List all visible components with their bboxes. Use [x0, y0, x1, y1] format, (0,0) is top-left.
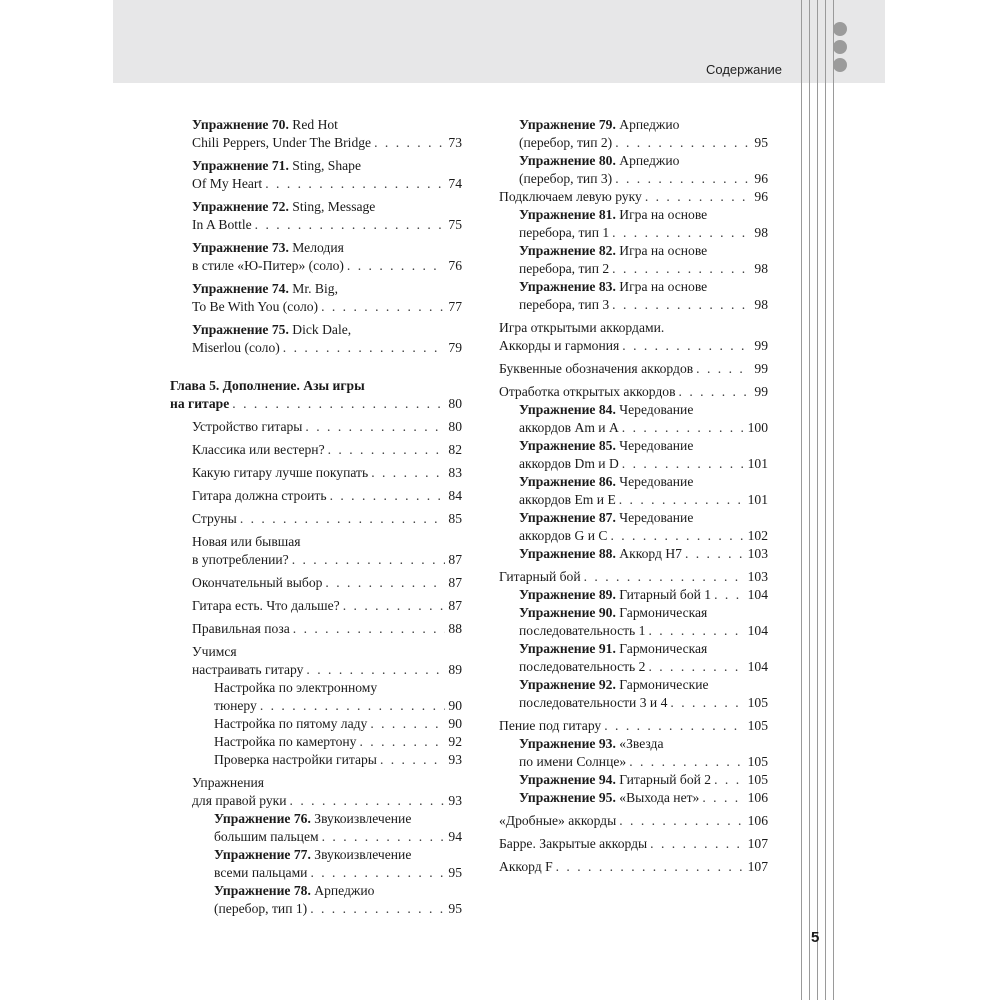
toc-entry-label-bold: Упражнение 95.	[519, 790, 616, 805]
toc-entry-text: Правильная поза	[192, 621, 290, 636]
toc-entry[interactable]	[170, 620, 462, 638]
dot-leader	[380, 751, 445, 769]
toc-page-number: 74	[448, 176, 462, 191]
toc-entry[interactable]	[499, 735, 768, 771]
toc-entry[interactable]	[170, 377, 462, 413]
toc-entry-text: Отработка открытых аккордов	[499, 384, 676, 399]
toc-entry[interactable]	[499, 473, 768, 509]
toc-page-number: 99	[754, 361, 768, 376]
dot-leader	[556, 858, 745, 876]
toc-entry-label-bold: Упражнение 85.	[519, 438, 616, 453]
toc-entry-text: Игра на основе	[615, 279, 708, 294]
toc-entry-text: в стиле «Ю-Питер» (соло)	[192, 258, 344, 273]
toc-left-column	[170, 116, 462, 918]
toc-entry-text: перебора, тип 1	[519, 225, 610, 240]
toc-entry-label-bold: Упражнение 89.	[519, 587, 616, 602]
toc-entry-label-bold: Упражнение 77.	[214, 847, 311, 862]
toc-entry[interactable]	[170, 643, 462, 679]
toc-entry-text: Упражнения	[192, 775, 265, 790]
decorative-vertical-lines	[801, 0, 835, 1000]
dot-leader	[702, 789, 744, 807]
toc-entry-label-bold: Упражнение 86.	[519, 474, 616, 489]
toc-entry-text: перебора, тип 3	[519, 297, 610, 312]
toc-page-number: 103	[747, 546, 768, 561]
toc-entry-label-bold: Упражнение 83.	[519, 279, 616, 294]
toc-entry[interactable]	[170, 441, 462, 459]
toc-entry-text: последовательность 1	[519, 623, 646, 638]
toc-entry-text: Miserlou (соло)	[192, 340, 280, 355]
toc-entry[interactable]	[170, 116, 462, 152]
toc-entry-text: Гармоническая	[615, 641, 708, 656]
toc-entry[interactable]	[499, 676, 768, 712]
dot-leader	[645, 188, 752, 206]
toc-entry-text: Арпеджио	[310, 883, 375, 898]
toc-entry-text: последовательности 3 и 4	[519, 695, 668, 710]
toc-entry[interactable]	[170, 464, 462, 482]
toc-entry[interactable]	[170, 487, 462, 505]
toc-entry-text: Chili Peppers, Under The Bridge	[192, 135, 372, 150]
toc-page-number: 102	[747, 528, 768, 543]
toc-entry-text: «Дробные» аккорды	[499, 813, 617, 828]
toc-entry-text: тюнеру	[214, 698, 257, 713]
toc-entry[interactable]	[499, 835, 768, 853]
toc-entry[interactable]	[499, 545, 768, 563]
dot-leader	[670, 694, 744, 712]
toc-entry-text: Sting, Message	[288, 199, 376, 214]
toc-page-number: 105	[747, 718, 768, 733]
toc-entry[interactable]	[499, 604, 768, 640]
toc-entry-text: Аккорды и гармония	[499, 338, 620, 353]
toc-page-number: 85	[448, 511, 462, 526]
dot-leader	[615, 134, 751, 152]
dot-leader	[265, 175, 445, 193]
dot-leader	[371, 464, 445, 482]
dot-leader	[374, 134, 445, 152]
toc-page-number: 107	[747, 836, 768, 851]
toc-entry-text: Барре. Закрытые аккорды	[499, 836, 648, 851]
dot-leader	[584, 568, 745, 586]
dot-leader	[359, 733, 445, 751]
toc-entry[interactable]	[499, 437, 768, 473]
toc-entry[interactable]	[499, 586, 768, 604]
toc-entry-text: по имени Солнце»	[519, 754, 627, 769]
toc-entry-label-bold: Упражнение 87.	[519, 510, 616, 525]
dot-leader	[615, 170, 751, 188]
dot-leader	[622, 419, 745, 437]
toc-entry-label-bold: Упражнение 91.	[519, 641, 616, 656]
dot-leader	[310, 864, 445, 882]
toc-entry[interactable]	[170, 510, 462, 528]
dot-leader	[714, 586, 745, 604]
toc-entry-text: Арпеджио	[615, 117, 680, 132]
toc-page-number: 87	[448, 552, 462, 567]
toc-page-number: 73	[448, 135, 462, 150]
dot-leader	[619, 491, 745, 509]
toc-entry-label-bold: Упражнение 93.	[519, 736, 616, 751]
toc-entry[interactable]	[170, 774, 462, 810]
dot-leader	[679, 383, 752, 401]
toc-entry-text: Гитарный бой	[499, 569, 581, 584]
toc-entry-text: Гитарный бой 1	[615, 587, 712, 602]
toc-page-number: 82	[448, 442, 462, 457]
toc-entry[interactable]	[499, 717, 768, 735]
toc-entry-text: Проверка настройки гитары	[214, 752, 377, 767]
toc-entry-text: «Звезда	[615, 736, 664, 751]
toc-entry[interactable]	[170, 239, 462, 275]
toc-entry-text: Струны	[192, 511, 237, 526]
dot-leader	[292, 551, 446, 569]
dot-leader	[240, 510, 446, 528]
toc-entry-text: Настройка по электронному	[214, 680, 378, 695]
toc-page-number: 87	[448, 598, 462, 613]
dot-icon	[833, 22, 847, 36]
toc-page-number: 79	[448, 340, 462, 355]
toc-entry-label-bold: Упражнение 82.	[519, 243, 616, 258]
dot-leader	[293, 620, 446, 638]
toc-entry[interactable]	[499, 383, 768, 401]
dot-leader	[310, 900, 445, 918]
toc-entry-text: Устройство гитары	[192, 419, 303, 434]
vertical-rule	[825, 0, 826, 1000]
toc-entry-text: «Выхода нет»	[615, 790, 700, 805]
toc-right-column	[499, 116, 768, 876]
toc-page-number: 103	[747, 569, 768, 584]
toc-entry-text: Какую гитару лучше покупать	[192, 465, 369, 480]
toc-entry[interactable]	[499, 242, 768, 278]
dot-leader	[622, 337, 751, 355]
toc-entry-text: (перебор, тип 2)	[519, 135, 613, 150]
toc-entry[interactable]	[499, 206, 768, 242]
toc-page-number: 84	[448, 488, 462, 503]
toc-entry-label-bold: Упражнение 76.	[214, 811, 311, 826]
dot-leader	[714, 771, 745, 789]
toc-entry-label-bold: Упражнение 75.	[192, 322, 289, 337]
dot-leader	[622, 455, 745, 473]
toc-entry-text: Аккорд F	[499, 859, 553, 874]
toc-entry-text: Гитара должна строить	[192, 488, 327, 503]
toc-entry[interactable]	[170, 733, 462, 751]
dot-leader	[370, 715, 445, 733]
dot-leader	[650, 835, 744, 853]
toc-entry-label-bold: Упражнение 90.	[519, 605, 616, 620]
toc-entry-text: Настройка по камертону	[214, 734, 357, 749]
dot-leader	[232, 395, 445, 413]
dot-leader	[612, 224, 751, 242]
dot-leader	[648, 622, 744, 640]
dot-leader	[321, 298, 445, 316]
toc-page-number: 88	[448, 621, 462, 636]
vertical-rule	[809, 0, 810, 1000]
toc-page-number: 96	[754, 171, 768, 186]
toc-entry-text: Новая или бывшая	[192, 534, 301, 549]
toc-entry-text: Аккорд H7	[615, 546, 682, 561]
toc-entry-text: Игра открытыми аккордами.	[499, 320, 665, 335]
toc-page-number: 96	[754, 189, 768, 204]
toc-entry-text: Чередование	[615, 510, 694, 525]
toc-entry-text: Учимся	[192, 644, 237, 659]
toc-entry[interactable]	[170, 751, 462, 769]
toc-entry-text: (перебор, тип 3)	[519, 171, 613, 186]
toc-page-number: 93	[448, 793, 462, 808]
toc-page-number: 107	[747, 859, 768, 874]
toc-entry-text: перебора, тип 2	[519, 261, 610, 276]
dot-leader	[283, 339, 446, 357]
decorative-dots	[833, 22, 847, 76]
toc-entry[interactable]	[170, 418, 462, 436]
toc-page-number: 104	[747, 623, 768, 638]
toc-entry-text: Mr. Big,	[288, 281, 338, 296]
toc-entry-text: Арпеджио	[615, 153, 680, 168]
toc-entry-text: Гармоническая	[615, 605, 708, 620]
toc-page-number: 106	[747, 813, 768, 828]
toc-entry-text: Dick Dale,	[288, 322, 352, 337]
toc-entry-label-bold: Упражнение 81.	[519, 207, 616, 222]
toc-entry-label-bold: Упражнение 70.	[192, 117, 289, 132]
dot-leader	[612, 260, 751, 278]
toc-page-number: 76	[448, 258, 462, 273]
toc-page-number: 98	[754, 261, 768, 276]
toc-entry-label-bold: Упражнение 80.	[519, 153, 616, 168]
toc-entry[interactable]	[170, 574, 462, 592]
toc-entry-text: Чередование	[615, 474, 694, 489]
toc-entry-text: на гитаре	[170, 396, 230, 411]
dot-leader	[604, 717, 744, 735]
toc-page-number: 90	[448, 716, 462, 731]
toc-entry-label-bold: Упражнение 74.	[192, 281, 289, 296]
toc-entry[interactable]	[170, 280, 462, 316]
toc-page-number: 105	[747, 695, 768, 710]
toc-entry-text: Гармонические	[615, 677, 709, 692]
dot-leader	[685, 545, 745, 563]
dot-leader	[255, 216, 446, 234]
toc-entry-text: в употреблении?	[192, 552, 289, 567]
toc-entry-text: Sting, Shape	[288, 158, 361, 173]
toc-entry-text: Игра на основе	[615, 243, 708, 258]
toc-page-number: 106	[747, 790, 768, 805]
toc-entry-text: Звукоизвлечение	[310, 811, 412, 826]
toc-entry-text: аккордов Em и E	[519, 492, 616, 507]
toc-entry-label-bold: Упражнение 71.	[192, 158, 289, 173]
toc-entry-label-bold: Упражнение 94.	[519, 772, 616, 787]
toc-entry-label-bold: Упражнение 84.	[519, 402, 616, 417]
toc-page-number: 95	[448, 865, 462, 880]
toc-page-number: 99	[754, 384, 768, 399]
toc-entry[interactable]	[499, 568, 768, 586]
toc-page-number: 99	[754, 338, 768, 353]
toc-page-number: 87	[448, 575, 462, 590]
toc-page-number: 105	[747, 772, 768, 787]
toc-entry-text: Игра на основе	[615, 207, 708, 222]
toc-entry-text: настраивать гитару	[192, 662, 304, 677]
toc-entry[interactable]	[170, 597, 462, 615]
dot-icon	[833, 40, 847, 54]
toc-entry[interactable]	[170, 846, 462, 882]
toc-entry-text: Звукоизвлечение	[310, 847, 412, 862]
toc-entry-label-bold: Упражнение 78.	[214, 883, 311, 898]
toc-entry-label-bold: Упражнение 73.	[192, 240, 289, 255]
dot-leader	[610, 527, 744, 545]
toc-entry-text: Чередование	[615, 402, 694, 417]
dot-leader	[290, 792, 446, 810]
toc-entry[interactable]	[170, 321, 462, 357]
dot-icon	[833, 58, 847, 72]
dot-leader	[629, 753, 744, 771]
toc-page-number: 94	[448, 829, 462, 844]
toc-page-number: 98	[754, 297, 768, 312]
toc-page-number: 90	[448, 698, 462, 713]
dot-leader	[343, 597, 446, 615]
toc-entry-text: аккордов Am и A	[519, 420, 619, 435]
toc-entry[interactable]	[499, 789, 768, 807]
dot-leader	[696, 360, 751, 378]
toc-entry[interactable]	[499, 401, 768, 437]
toc-entry-text: Гитара есть. Что дальше?	[192, 598, 340, 613]
toc-entry[interactable]	[170, 882, 462, 918]
toc-entry-label-bold: Упражнение 92.	[519, 677, 616, 692]
toc-entry-text: In A Bottle	[192, 217, 252, 232]
toc-entry[interactable]	[170, 715, 462, 733]
toc-page-number: 83	[448, 465, 462, 480]
toc-entry-text: Буквенные обозначения аккордов	[499, 361, 694, 376]
toc-entry[interactable]	[499, 858, 768, 876]
toc-entry-label-bold: Упражнение 72.	[192, 199, 289, 214]
toc-entry[interactable]	[499, 278, 768, 314]
toc-entry-label-bold: Глава 5. Дополнение. Азы игры	[170, 378, 365, 393]
toc-entry[interactable]	[170, 157, 462, 193]
toc-entry[interactable]	[499, 640, 768, 676]
toc-entry-text: большим пальцем	[214, 829, 319, 844]
toc-page-number: 80	[448, 419, 462, 434]
toc-entry-text: последовательность 2	[519, 659, 646, 674]
toc-entry[interactable]	[170, 679, 462, 715]
toc-entry[interactable]	[170, 810, 462, 846]
toc-entry-text: Мелодия	[288, 240, 344, 255]
toc-entry-text: Red Hot	[288, 117, 338, 132]
dot-leader	[305, 418, 445, 436]
vertical-rule	[817, 0, 818, 1000]
dot-leader	[260, 697, 446, 715]
toc-entry-text: аккордов G и C	[519, 528, 608, 543]
toc-page-number: 95	[448, 901, 462, 916]
toc-entry[interactable]	[499, 188, 768, 206]
toc-entry-label-bold: Упражнение 88.	[519, 546, 616, 561]
toc-entry-text: Классика или вестерн?	[192, 442, 325, 457]
toc-page-number: 105	[747, 754, 768, 769]
toc-entry-text: Окончательный выбор	[192, 575, 323, 590]
dot-leader	[619, 812, 744, 830]
toc-entry[interactable]	[499, 812, 768, 830]
toc-entry-text: (перебор, тип 1)	[214, 901, 308, 916]
toc-entry[interactable]	[170, 533, 462, 569]
toc-page-number: 100	[747, 420, 768, 435]
page-number: 5	[811, 929, 820, 946]
toc-entry[interactable]	[170, 198, 462, 234]
toc-entry[interactable]	[499, 771, 768, 789]
toc-page-number: 89	[448, 662, 462, 677]
dot-leader	[325, 574, 445, 592]
toc-page-number: 92	[448, 734, 462, 749]
toc-entry[interactable]	[499, 509, 768, 545]
dot-leader	[612, 296, 751, 314]
toc-entry-text: для правой руки	[192, 793, 287, 808]
toc-entry[interactable]	[499, 360, 768, 378]
dot-leader	[330, 487, 446, 505]
toc-page-number: 104	[747, 659, 768, 674]
toc-page-number: 98	[754, 225, 768, 240]
toc-page-number: 80	[448, 396, 462, 411]
vertical-rule	[833, 0, 834, 1000]
dot-leader	[306, 661, 445, 679]
toc-page-number: 77	[448, 299, 462, 314]
dot-leader	[322, 828, 446, 846]
toc-entry-text: Пение под гитару	[499, 718, 602, 733]
vertical-rule	[801, 0, 802, 1000]
dot-leader	[328, 441, 446, 459]
toc-entry-text: всеми пальцами	[214, 865, 308, 880]
toc-entry[interactable]	[499, 319, 768, 355]
dot-leader	[347, 257, 445, 275]
toc-page-number: 104	[747, 587, 768, 602]
toc-page-number: 75	[448, 217, 462, 232]
toc-entry-text: Настройка по пятому ладу	[214, 716, 368, 731]
toc-entry-text: To Be With You (соло)	[192, 299, 319, 314]
section-title: Содержание	[706, 62, 782, 77]
toc-entry-text: Гитарный бой 2	[615, 772, 712, 787]
toc-entry-text: Of My Heart	[192, 176, 263, 191]
toc-page-number: 101	[747, 492, 768, 507]
toc-entry-text: Подключаем левую руку	[499, 189, 642, 204]
toc-entry-label-bold: Упражнение 79.	[519, 117, 616, 132]
toc-entry-text: аккордов Dm и D	[519, 456, 619, 471]
toc-page-number: 93	[448, 752, 462, 767]
toc-entry[interactable]	[499, 116, 768, 152]
toc-page-number: 95	[754, 135, 768, 150]
toc-entry[interactable]	[499, 152, 768, 188]
dot-leader	[648, 658, 744, 676]
toc-page-number: 101	[747, 456, 768, 471]
toc-entry-text: Чередование	[615, 438, 694, 453]
